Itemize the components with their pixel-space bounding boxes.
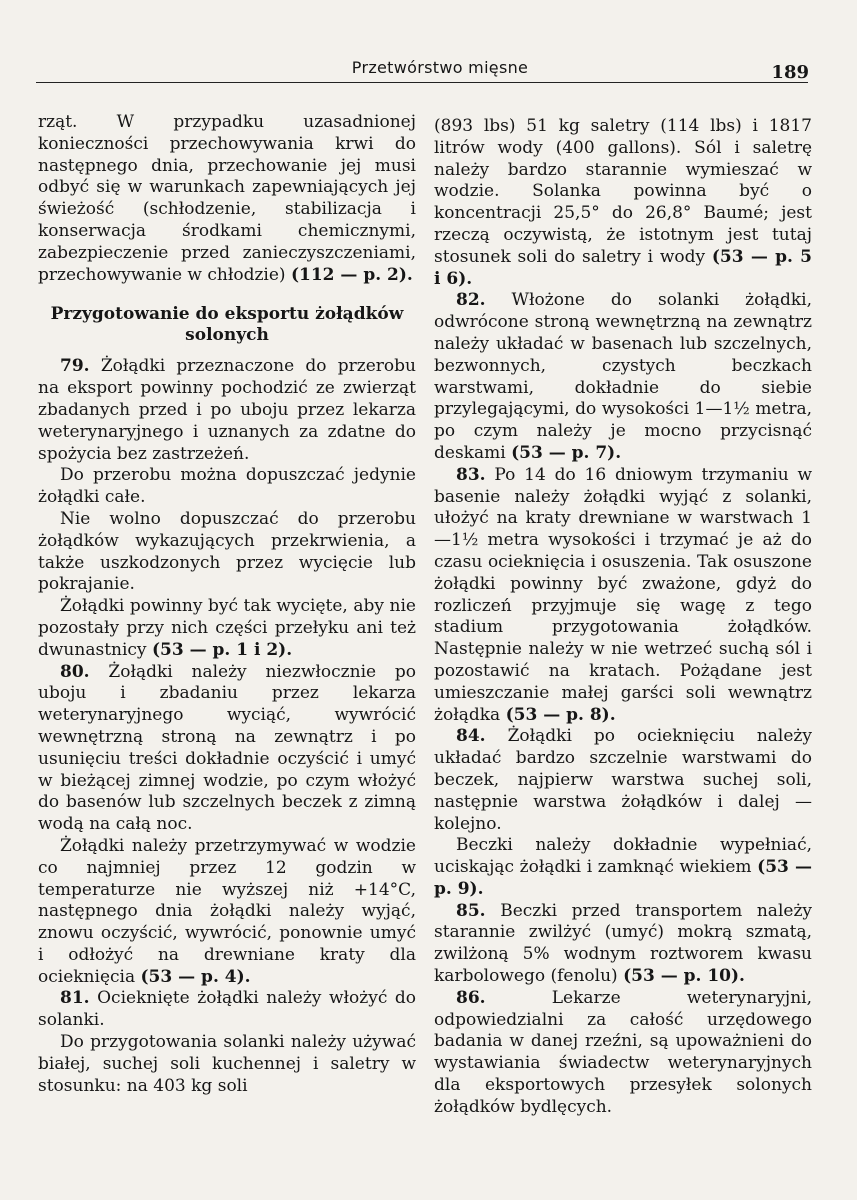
reference: (112 — p. 2).: [290, 264, 413, 285]
paragraph-text: (893 lbs) 51 kg saletry (114 lbs) i 1817 litrów wody (400 gallons). Sól i saletrę należy bardzo starannie wymieszać w wodzie. Solanka powinna być o koncentracji 25,5° do 26,8° Baumé; jest rzeczą oczywistą, że istotnym jest tutaj stosunek soli do saletry i wody: [434, 116, 812, 267]
left-column: [38, 112, 416, 1097]
paragraph-number: 79.: [60, 356, 90, 377]
paragraph-text: Ocieknięte żołądki należy włożyć do solanki.: [38, 988, 416, 1031]
paragraph: [434, 116, 812, 290]
paragraph: [38, 596, 416, 661]
paragraph-number: 85.: [456, 900, 486, 921]
paragraph: Do przygotowania solanki należy używać białej, suchej soli kuchennej i saletry w stosunku: na 403 kg soli: [38, 1032, 416, 1096]
paragraph-text: Lekarze weterynaryjni, odpowiedzialni za całość urzędowego badania w danej rzeźni, są upoważnieni do wystawiania świadectw weterynaryjnych dla eksportowych przesyłek solonych żołądków bydlęcych.: [434, 987, 812, 1117]
paragraph-text: Żołądki należy przetrzymywać w wodzie co najmniej przez 12 godzin w temperaturze nie wyższej niż +14°C, następnego dnia żołądki należy wyjąć, znowu oczyścić, wywrócić, ponownie umyć i odłożyć na drewniane kraty dla ocieknięcia: [38, 835, 416, 987]
section-heading: Przygotowanie do eksportu żołądków solonych: [50, 304, 404, 346]
paragraph-number: 86.: [456, 987, 486, 1008]
paragraph-text: Żołądki przeznaczone do przerobu na eksport powinny pochodzić ze zwierząt zbadanych przed i po uboju przez lekarza weterynaryjnego i uznanych za zdatne do spożycia bez zastrzeżeń.: [38, 356, 416, 464]
reference: (53 — p. 9).: [434, 857, 813, 899]
reference: (53 — p. 8).: [505, 704, 616, 725]
paragraph-text: Beczki przed transportem należy starannie zwilżyć (umyć) mokrą szmatą, zwilżoną 5% wodnym roztworem kwasu karbolowego (fenolu): [434, 900, 813, 987]
reference: (53 — p. 1 i 2).: [151, 639, 293, 660]
paragraph: Nie wolno dopuszczać do przerobu żołądków wykazujących przekrwienia, a także uszkodzonych przez wycięcie lub pokrajanie.: [38, 508, 416, 595]
paragraph-79: [38, 356, 416, 465]
paragraph-number: 80.: [60, 661, 90, 682]
paragraph-number: 82.: [456, 290, 486, 311]
running-title: Przetwórstwo mięsne: [351, 58, 529, 77]
reference: (53 — p. 10).: [623, 966, 745, 987]
paragraph-86: [434, 988, 812, 1119]
paragraph-number: 84.: [456, 726, 486, 747]
paragraph: [434, 835, 812, 900]
paragraph-80: [38, 662, 416, 836]
paragraph-82: [434, 290, 812, 464]
page-number: 189: [771, 62, 809, 83]
paragraph-text: rząt. W przypadku uzasadnionej konieczności przechowywania krwi do następnego dnia, przechowanie jej musi odbyć się w warunkach zapewniających jej świeżość (schłodzenie, stabilizacja i konserwacja środkami chemicznymi, zabezpieczenie przed zanieczyszczeniami, przechowywanie w chłodzie): [38, 112, 416, 285]
paragraph: [38, 836, 416, 989]
paragraph-text: Żołądki powinny być tak wycięte, aby nie pozostały przy nich części przełyku ani też dwunastnicy: [38, 596, 416, 660]
paragraph-text: Żołądki należy niezwłocznie po uboju i zbadaniu przez lekarza weterynaryjnego wyciąć, wywrócić wewnętrzną stroną na zewnątrz i po usunięciu treści dokładnie oczyścić i umyć w bieżącej zimnej wodzie, po czym włożyć do basenów lub szczelnych beczek z zimną wodą na całą noc.: [38, 661, 416, 835]
right-column: [434, 116, 812, 1119]
paragraph: Do przerobu można dopuszczać jedynie żołądki całe.: [38, 465, 416, 508]
paragraph-84: [434, 726, 812, 835]
paragraph-text: Po 14 do 16 dniowym trzymaniu w basenie należy żołądki wyjąć z solanki, ułożyć na kraty drewniane w warstwach 1—1½ metra wysokości i trzymać je aż do czasu ocieknięcia i osuszenia. Tak osuszone żołądki powinny być zważone, gdyż do rozliczeń przyjmuje się wagę z tego stadium przygotowania żołądków. Następnie należy w nie wetrzeć suchą sól i pozostawić na kratach. Pożądane jest umieszczanie małej garści soli wewnątrz żołądka: [434, 464, 813, 725]
header-rule: [36, 82, 808, 83]
paragraph-number: 81.: [60, 988, 90, 1009]
paragraph-text: Żołądki po ocieknięciu należy układać bardzo szczelnie warstwami do beczek, najpierw warstwa suchej soli, następnie warstwa żołądków i dalej — kolejno.: [434, 726, 812, 834]
paragraph: [38, 112, 416, 286]
reference: (53 — p. 4).: [140, 966, 251, 987]
paragraph-number: 83.: [456, 464, 486, 485]
reference: (53 — p. 5 i 6).: [434, 246, 813, 289]
paragraph-81: [38, 988, 416, 1032]
reference: (53 — p. 7).: [511, 442, 622, 463]
paragraph-text: Włożone do solanki żołądki, odwrócone stroną wewnętrzną na zewnątrz należy układać w basenach lub szczelnych, bezwonnych, czystych beczkach warstwami, dokładnie do siebie przylegającymi, do wysokości 1—1½ metra, po czym należy je mocno przycisnąć deskami: [434, 290, 812, 463]
paragraph-85: [434, 901, 812, 988]
paragraph-text: Beczki należy dokładnie wypełniać, uciskając żołądki i zamknąć wiekiem: [434, 835, 812, 878]
paragraph-83: [434, 465, 812, 727]
